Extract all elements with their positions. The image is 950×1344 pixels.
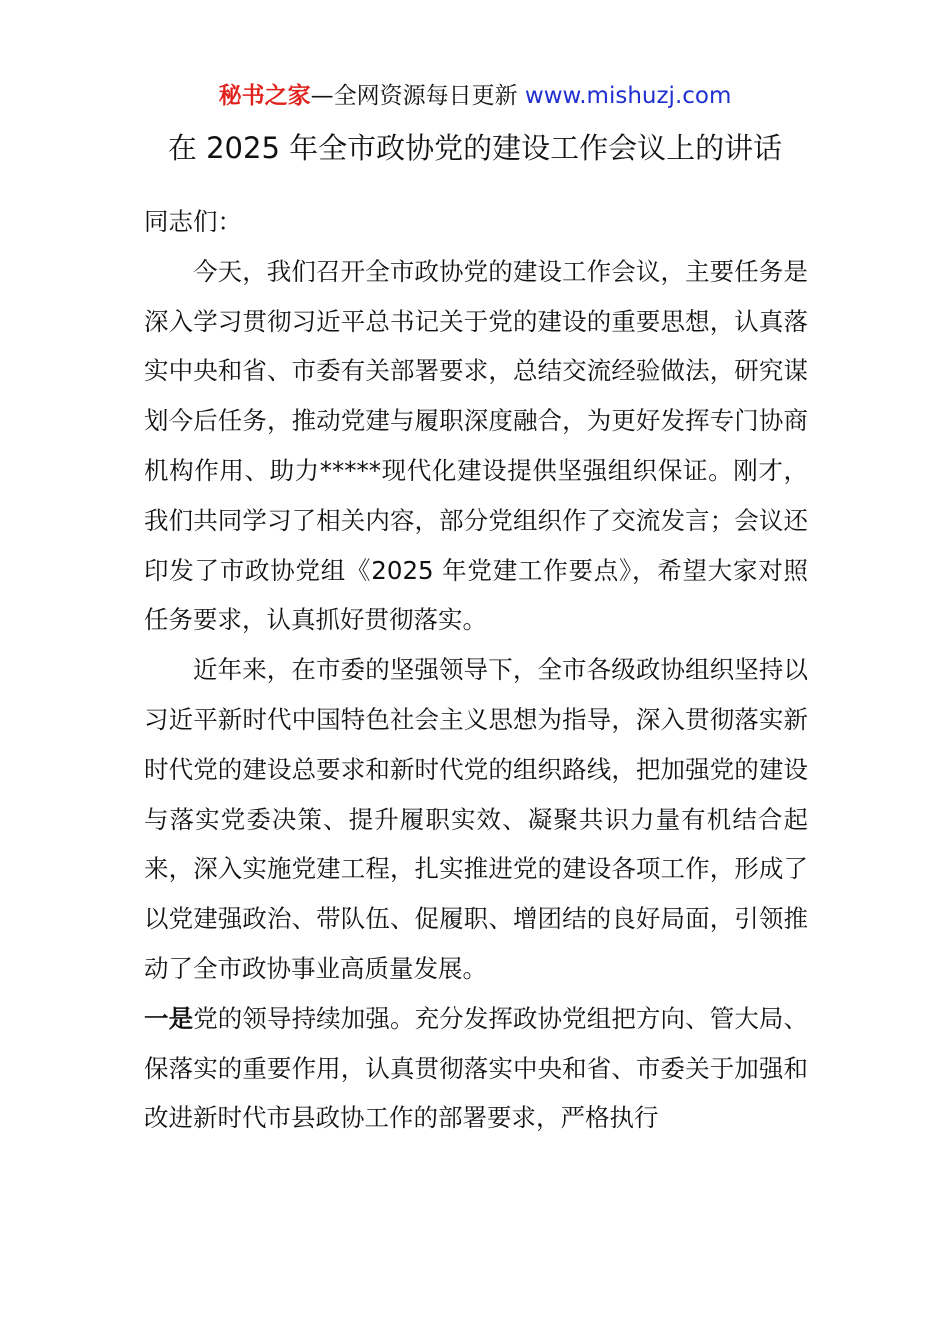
site-header (0, 80, 950, 112)
salutation: 同志们： (144, 207, 242, 236)
paragraph-intro: 今天，我们召开全市政协党的建设工作会议，主要任务是深入学习贯彻习近平总书记关于党的建设的重要思想，认真落实中央和省、市委有关部署要求，总结交流经验做法，研究谋划今后任务，推动党建与履职深度融合，为更好发挥专门协商机构作用、助力*****现代化建设提供坚强组织保证。刚才，我们共同学习了相关内容，部分党组织作了交流发言；会议还印发了市政协党组《2025 年党建工作要点》，希望大家对照任务要求，认真抓好贯彻落实。 (144, 256, 808, 635)
document-title: 在 2025 年全市政协党的建设工作会议上的讲话 (167, 131, 783, 165)
document-body (144, 197, 808, 1143)
site-url-link[interactable]: www.mishuzj.com (524, 83, 732, 109)
brand-name: 秘书之家 (218, 83, 311, 109)
header-tagline: —全网资源每日更新 (310, 83, 525, 109)
paragraph-achievements: 近年来，在市委的坚强领导下，全市各级政协组织坚持以习近平新时代中国特色社会主义思想为指导，深入贯彻落实新时代党的建设总要求和新时代党的组织路线，把加强党的建设与落实党委决策、提升履职实效、凝聚共识力量有机结合起来，深入实施党建工程，扎实推进党的建设各项工作，形成了以党建强政治、带队伍、促履职、增团结的良好局面，引领推动了全市政协事业高质量发展。 (144, 655, 808, 983)
point-one-lead: 一是 (144, 1003, 194, 1033)
paragraph-point-one (144, 994, 808, 1143)
point-one-text: 党的领导持续加强。充分发挥政协党组把方向、管大局、保落实的重要作用，认真贯彻落实中央和省、市委关于加强和改进新时代市县政协工作的部署要求，严格执行 (144, 1003, 809, 1133)
